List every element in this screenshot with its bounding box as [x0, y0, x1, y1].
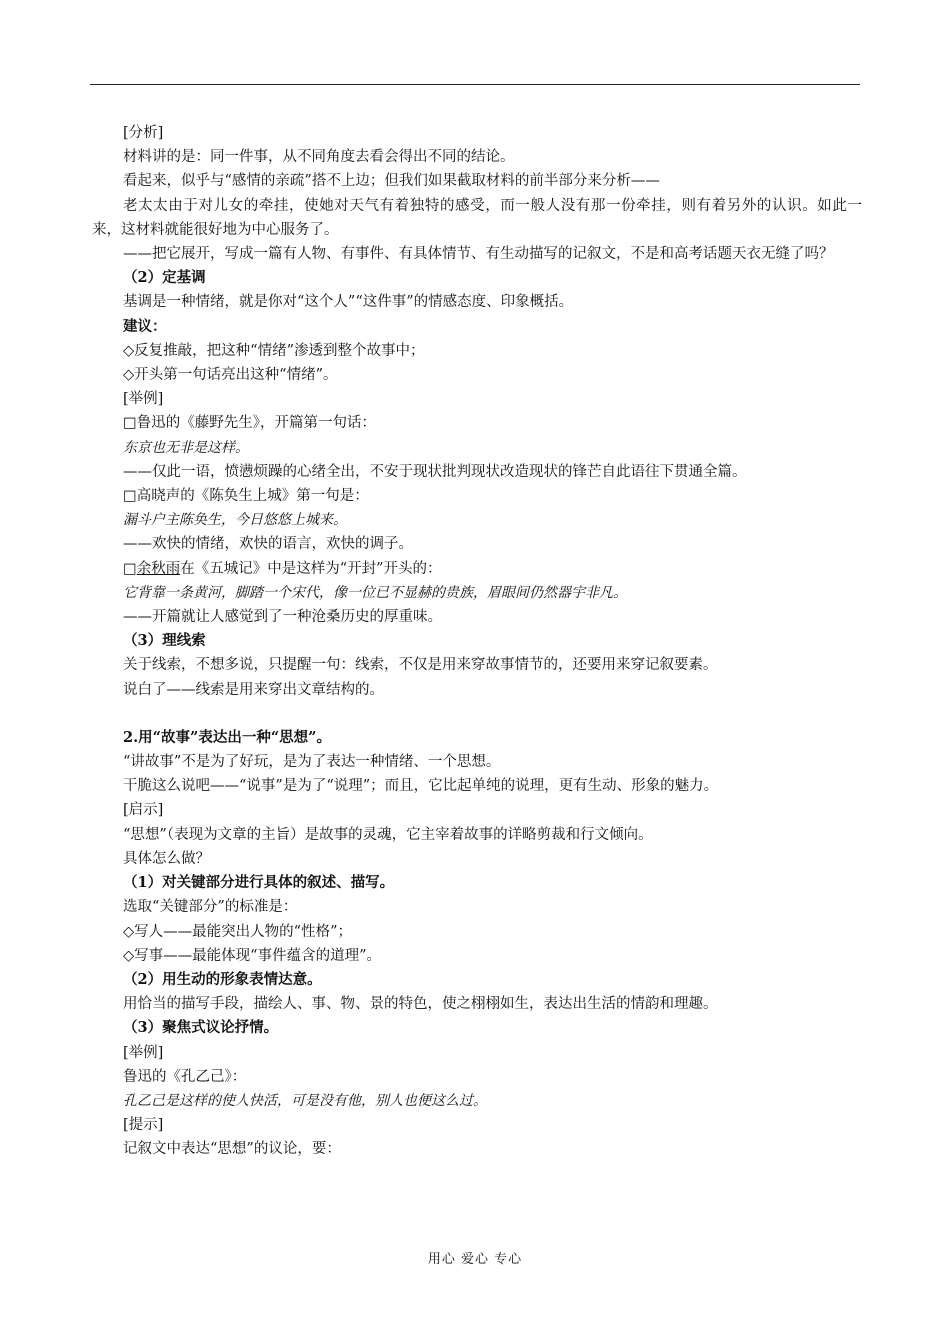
paragraph: ——欢快的情绪，欢快的语言，欢快的调子。 [123, 536, 413, 553]
label-tip: [提示] [123, 1117, 164, 1134]
paragraph: “思想”（表现为文章的主旨）是故事的灵魂，它主宰着故事的详略剪裁和行文倾向。 [123, 826, 653, 843]
example-item: □高晓声的《陈奂生上城》第一句是： [123, 488, 369, 505]
section-heading: （2）用生动的形象表情达意。 [123, 970, 322, 988]
paragraph: ——开篇就让人感觉到了一种沧桑历史的厚重味。 [123, 609, 442, 626]
example-item: 鲁迅的《孔乙己》： [123, 1068, 247, 1085]
spacer [92, 702, 862, 726]
paragraph: 选取“关键部分”的标准是： [123, 899, 298, 916]
label-example: [举例] [123, 391, 164, 408]
list-item: ◇写事——最能体现“事件蕴含的道理”。 [123, 947, 381, 964]
paragraph: ——把它展开，写成一篇有人物、有事件、有具体情节、有生动描写的记叙文，不是和高考话题天衣无缝了吗？ [123, 246, 834, 263]
list-item: ◇反复推敲，把这种“情绪”渗透到整个故事中； [123, 342, 425, 359]
paragraph: 看起来，似乎与“感情的亲疏”搭不上边；但我们如果截取材料的前半部分来分析—— [123, 173, 660, 190]
page-footer: 用心 爱心 专心 [427, 1252, 523, 1267]
checkbox-glyph: □ [123, 560, 137, 577]
quote: 东京也无非是这样。 [123, 439, 249, 456]
example-item [92, 557, 862, 581]
example-text: 在《五城记》中是这样为“开封”开头的： [180, 560, 442, 577]
list-item: ◇开头第一句话亮出这种“情绪”。 [123, 367, 338, 384]
paragraph: 基调是一种情绪，就是你对“这个人”“这件事”的情感态度、印象概括。 [123, 294, 574, 311]
paragraph: 材料讲的是：同一件事，从不同角度去看会得出不同的结论。 [123, 149, 515, 166]
paragraph: 具体怎么做？ [123, 850, 210, 867]
label-suggestion: 建议： [123, 317, 167, 335]
paragraph: 说白了——线索是用来穿出文章结构的。 [123, 681, 384, 698]
paragraph: 关于线索，不想多说，只提醒一句：线索，不仅是用来穿故事情节的，还要用来穿记叙要素。 [123, 657, 718, 674]
paragraph: 干脆这么说吧——“说事”是为了“说理”；而且，它比起单纯的说理，更有生动、形象的魅力。 [123, 778, 719, 795]
paragraph: ——仅此一语，愤懑烦躁的心绪全出，不安于现状批判现状改造现状的锋芒自此语往下贯通全篇。 [123, 463, 747, 480]
section-heading: 2.用“故事”表达出一种“思想”。 [123, 728, 331, 746]
paragraph: “讲故事”不是为了好玩，是为了表达一种情绪、一个思想。 [123, 754, 501, 771]
label-analysis: [分析] [123, 125, 164, 141]
label-example: [举例] [123, 1044, 164, 1061]
quote: 孔乙己是这样的使人快活，可是没有他，别人也便这么过。 [123, 1092, 487, 1109]
quote: 漏斗户主陈奂生，今日悠悠上城来。 [123, 512, 347, 529]
section-heading: （2）定基调 [123, 269, 206, 287]
example-item: □鲁迅的《藤野先生》，开篇第一句话： [123, 415, 376, 432]
paragraph: 老太太由于对儿女的牵挂，使她对天气有着独特的感受，而一般人没有那一份牵挂，则有着另外的认识。如此一来，这材料就能很好地为中心服务了。 [92, 197, 862, 238]
quote: 它背靠一条黄河，脚踏一个宋代，像一位已不显赫的贵族，眉眼间仍然器宇非凡。 [123, 584, 627, 601]
list-item: ◇写人——最能突出人物的“性格”； [123, 923, 352, 940]
paragraph: 用恰当的描写手段，描绘人、事、物、景的特色，使之栩栩如生，表达出生活的情韵和理趣。 [123, 996, 718, 1013]
label-hint: [启示] [123, 802, 164, 819]
author-link[interactable]: 余秋雨 [136, 560, 181, 577]
section-heading: （1）对关键部分进行具体的叙述、描写。 [123, 874, 395, 892]
header-rule [90, 84, 860, 85]
section-heading: （3）理线索 [123, 632, 206, 650]
document-body [92, 121, 862, 1162]
section-heading: （3）聚焦式议论抒情。 [123, 1019, 279, 1037]
paragraph: 记叙文中表达“思想”的议论，要： [123, 1141, 341, 1158]
